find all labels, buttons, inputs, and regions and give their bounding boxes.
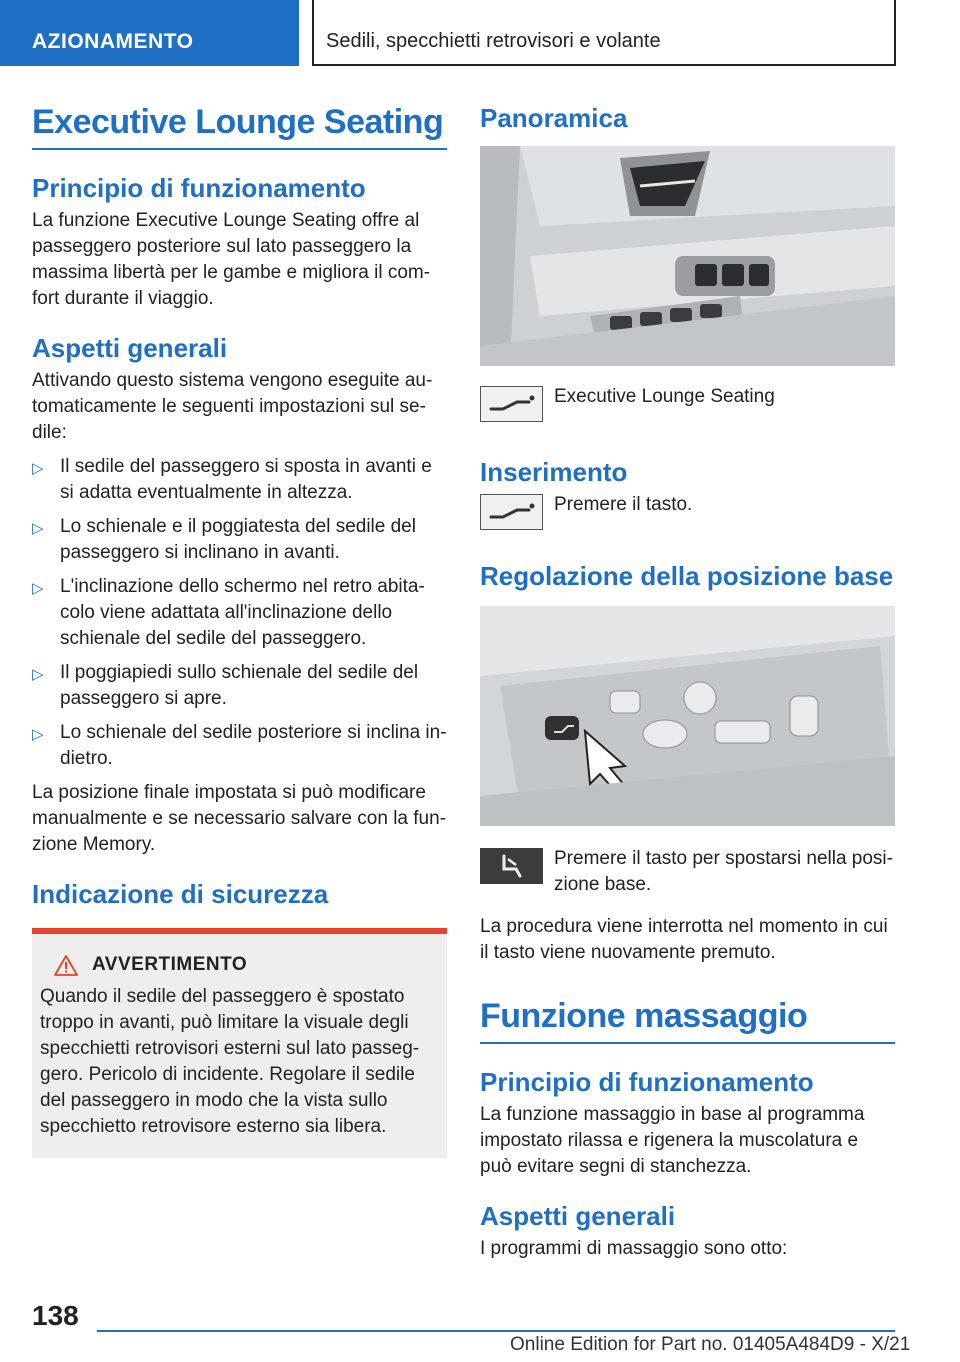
principle-heading: Principio di funzionamento	[32, 173, 366, 203]
right-column	[480, 100, 895, 1262]
insert-text: Premere il tasto.	[554, 494, 693, 515]
chapter-title: Sedili, specchietti retrovisori e volante	[312, 0, 896, 66]
massage-general-text: I programmi di massaggio sono otto:	[480, 1238, 788, 1259]
seat-controls-photo	[480, 606, 895, 826]
insert-heading: Inserimento	[480, 457, 628, 487]
safety-heading: Indicazione di sicurezza	[32, 879, 329, 909]
final-position-text: La posizione finale impostata si può modificare manualmente e se necessario salvare con la funzione Memory.	[32, 782, 447, 855]
lounge-seating-button-icon	[480, 386, 543, 422]
general-text: Attivando questo sistema vengono eseguite automaticamente le seguenti impostazioni sul sedile:	[32, 370, 433, 443]
base-position-text: Premere il tasto per spostarsi nella posizione base.	[554, 848, 893, 895]
overview-caption: Executive Lounge Seating	[554, 386, 775, 407]
base-position-button-icon	[480, 848, 543, 884]
base-position-heading: Regolazione della posizione base	[480, 561, 894, 591]
warning-label: AVVERTIMENTO	[92, 954, 248, 975]
base-position-note: La procedura viene interrotta nel momento in cui il tasto viene nuovamente premuto.	[480, 916, 888, 963]
list-item: ▷ L'inclinazione dello schermo nel retro abitacolo viene adattata all'inclinazione dello schienale del sedile del passeggero.	[32, 576, 425, 649]
warning-box	[32, 928, 447, 1158]
edition-text: Online Edition for Part no. 01405A484D9 - X/21	[510, 1334, 911, 1355]
page-heading: Executive Lounge Seating	[32, 100, 447, 150]
list-item: ▷ Lo schienale del sedile posteriore si inclina indietro.	[32, 722, 447, 769]
triangle-bullet-icon: ▷	[32, 580, 44, 597]
page-number: 138	[32, 1300, 79, 1331]
left-column	[32, 100, 447, 1158]
list-item: ▷ Lo schienale e il poggiatesta del sedile del passeggero si inclinano in avanti.	[32, 516, 416, 563]
list-item: ▷ Il poggiapiedi sullo schienale del sedile del passeggero si apre.	[32, 662, 419, 709]
base-position-row	[480, 846, 895, 898]
overview-heading: Panoramica	[480, 103, 628, 133]
insert-row	[480, 492, 895, 530]
warning-text: Quando il sedile del passeggero è spostato troppo in avanti, può limitare la visuale degli specchietti retrovisori esterni sul lato passeggero. Pericolo di incidente. Regolare il sedile del passeggero in modo che la vista sullo specchietto retrovisore esterno sia libera.	[40, 986, 420, 1137]
lounge-seating-button-icon	[480, 494, 543, 530]
massage-principle-text: La funzione massaggio in base al programma impostato rilassa e rigenera la muscolatura e può evitare segni di stanchezza.	[480, 1104, 865, 1177]
triangle-bullet-icon: ▷	[32, 666, 44, 683]
section-tab: AZIONAMENTO	[0, 0, 299, 66]
principle-text: La funzione Executive Lounge Seating offre al passeggero posteriore sul lato passeggero la massima libertà per le gambe e migliora il comfort durante il viaggio.	[32, 210, 431, 309]
general-heading: Aspetti generali	[32, 333, 228, 363]
triangle-bullet-icon: ▷	[32, 460, 44, 477]
triangle-bullet-icon: ▷	[32, 726, 44, 743]
triangle-bullet-icon: ▷	[32, 520, 44, 537]
settings-list	[32, 454, 447, 772]
door-panel-photo	[480, 146, 895, 366]
list-item: ▷ Il sedile del passeggero si sposta in avanti e si adatta eventualmente in altezza.	[32, 456, 432, 503]
warning-icon	[54, 955, 78, 976]
massage-general-heading: Aspetti generali	[480, 1201, 676, 1231]
massage-heading: Funzione massaggio	[480, 994, 895, 1044]
overview-caption-row	[480, 384, 895, 422]
footer-divider	[97, 1330, 895, 1332]
massage-principle-heading: Principio di funzionamento	[480, 1067, 814, 1097]
